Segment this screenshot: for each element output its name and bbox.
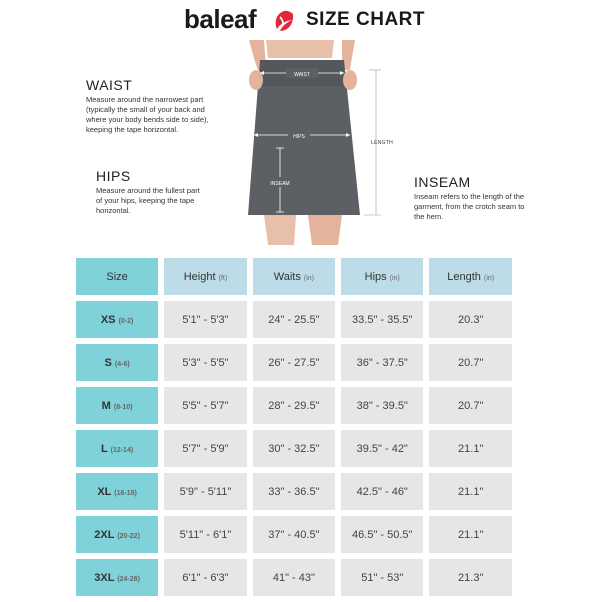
hips-cell: 46.5" - 50.5" bbox=[341, 516, 423, 553]
waist-cell: 41" - 43" bbox=[253, 559, 335, 596]
header-waist: Waits (in) bbox=[253, 258, 335, 295]
table-row bbox=[76, 516, 512, 553]
table-row bbox=[76, 473, 512, 510]
waist-guide-title: WAIST bbox=[86, 77, 133, 93]
inseam-guide-desc: Inseam refers to the length of the garment, from the crotch seam to the hem. bbox=[414, 192, 525, 221]
waist-guide-desc: Measure around the narrowest part (typically the small of your back and where your body bends side to side), keeping the tape horizontal. bbox=[86, 95, 209, 134]
inseam-guide bbox=[414, 174, 530, 222]
height-cell: 5'3" - 5'5" bbox=[164, 344, 247, 381]
length-cell: 21.3" bbox=[429, 559, 512, 596]
length-cell: 20.7" bbox=[429, 387, 512, 424]
table-header-row bbox=[76, 258, 512, 295]
inseam-guide-title: INSEAM bbox=[414, 174, 471, 190]
hips-cell: 42.5" - 46" bbox=[341, 473, 423, 510]
figure-waist-label: WAIST bbox=[294, 72, 310, 78]
figure-length-label: LENGTH bbox=[371, 140, 394, 146]
header-size: Size bbox=[76, 258, 158, 295]
waist-cell: 37" - 40.5" bbox=[253, 516, 335, 553]
hips-guide-title: HIPS bbox=[96, 168, 131, 184]
height-cell: 6'1" - 6'3" bbox=[164, 559, 247, 596]
size-cell: XS (0-2) bbox=[76, 301, 158, 338]
height-cell: 5'5" - 5'7" bbox=[164, 387, 247, 424]
waist-cell: 33" - 36.5" bbox=[253, 473, 335, 510]
hips-cell: 39.5" - 42" bbox=[341, 430, 423, 467]
table-row bbox=[76, 344, 512, 381]
length-cell: 21.1" bbox=[429, 430, 512, 467]
skirt-figure bbox=[224, 40, 384, 245]
size-cell: M (8-10) bbox=[76, 387, 158, 424]
hips-cell: 36" - 37.5" bbox=[341, 344, 423, 381]
height-cell: 5'11" - 6'1" bbox=[164, 516, 247, 553]
waist-cell: 28" - 29.5" bbox=[253, 387, 335, 424]
header-hips: Hips (in) bbox=[341, 258, 423, 295]
height-cell: 5'9" - 5'11" bbox=[164, 473, 247, 510]
hips-cell: 51" - 53" bbox=[341, 559, 423, 596]
size-cell: 3XL (24-26) bbox=[76, 559, 158, 596]
brand-wordmark: baleaf bbox=[184, 4, 257, 34]
waist-cell: 26" - 27.5" bbox=[253, 344, 335, 381]
header-length: Length (in) bbox=[429, 258, 512, 295]
hips-guide bbox=[96, 168, 204, 216]
chart-title: SIZE CHART bbox=[306, 9, 425, 30]
waist-guide bbox=[86, 77, 216, 135]
waist-cell: 30" - 32.5" bbox=[253, 430, 335, 467]
waist-cell: 24" - 25.5" bbox=[253, 301, 335, 338]
hips-cell: 33.5" - 35.5" bbox=[341, 301, 423, 338]
size-cell: L (12-14) bbox=[76, 430, 158, 467]
table-row bbox=[76, 430, 512, 467]
table-row bbox=[76, 387, 512, 424]
size-cell: 2XL (20-22) bbox=[76, 516, 158, 553]
size-table bbox=[70, 252, 518, 602]
header bbox=[0, 4, 600, 34]
hips-guide-desc: Measure around the fullest part of your hips, keeping the tape horizontal. bbox=[96, 186, 200, 215]
figure-hips-label: HIPS bbox=[293, 134, 305, 140]
length-cell: 21.1" bbox=[429, 473, 512, 510]
height-cell: 5'7" - 5'9" bbox=[164, 430, 247, 467]
size-cell: S (4-6) bbox=[76, 344, 158, 381]
header-height: Height (ft) bbox=[164, 258, 247, 295]
table-row bbox=[76, 301, 512, 338]
figure-inseam-label: INSEAM bbox=[270, 181, 290, 187]
length-cell: 20.7" bbox=[429, 344, 512, 381]
size-cell: XL (16-18) bbox=[76, 473, 158, 510]
hips-cell: 38" - 39.5" bbox=[341, 387, 423, 424]
leaf-logo-icon bbox=[271, 8, 297, 34]
length-cell: 21.1" bbox=[429, 516, 512, 553]
length-cell: 20.3" bbox=[429, 301, 512, 338]
height-cell: 5'1" - 5'3" bbox=[164, 301, 247, 338]
table-row bbox=[76, 559, 512, 596]
